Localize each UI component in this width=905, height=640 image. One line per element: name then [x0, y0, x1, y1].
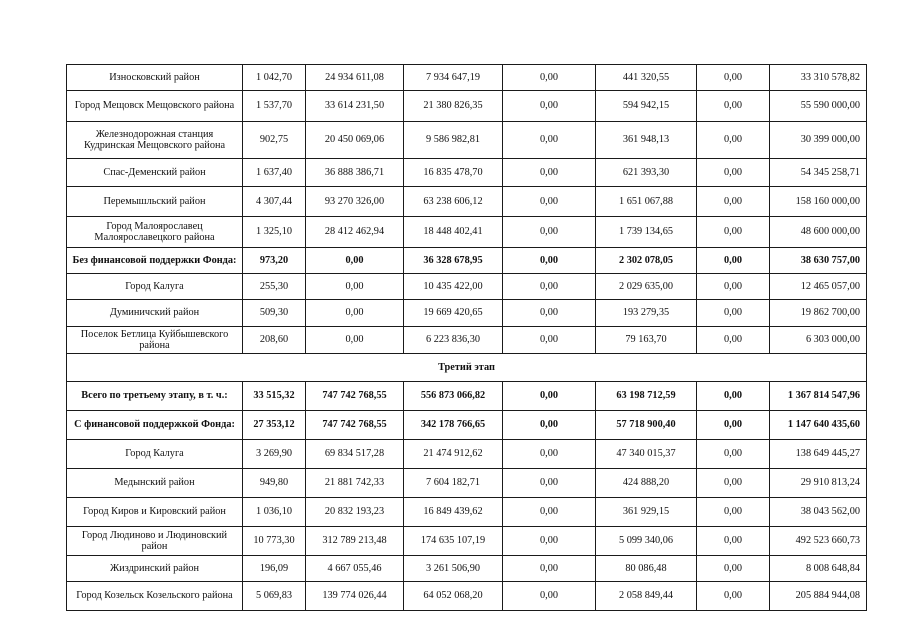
owners-funds-cell: 0,00: [697, 217, 770, 248]
other-sources-cell: 79 163,70: [596, 327, 697, 354]
territory-name-cell: Город Калуга: [67, 274, 243, 300]
table-row: [67, 440, 867, 469]
municipal-budget-cell: 0,00: [503, 582, 596, 611]
total-cost-cell: 138 649 445,27: [770, 440, 867, 469]
owners-funds-cell: 0,00: [697, 582, 770, 611]
table-row: [67, 65, 867, 91]
municipal-budget-cell: 0,00: [503, 217, 596, 248]
table-row: [67, 91, 867, 122]
owners-funds-cell: 0,00: [697, 440, 770, 469]
owners-funds-cell: 0,00: [697, 556, 770, 582]
territory-name-cell: Железнодорожная станция Кудринская Мещовского района: [67, 122, 243, 159]
other-sources-cell: 1 651 067,88: [596, 187, 697, 217]
fund-cell: 0,00: [306, 300, 404, 327]
table-row: [67, 187, 867, 217]
regional-budget-cell: 21 380 826,35: [404, 91, 503, 122]
fund-cell: 24 934 611,08: [306, 65, 404, 91]
other-sources-cell: 57 718 900,40: [596, 411, 697, 440]
total-cost-cell: 48 600 000,00: [770, 217, 867, 248]
regional-budget-cell: 342 178 766,65: [404, 411, 503, 440]
fund-cell: 0,00: [306, 248, 404, 274]
area-cell: 1 637,40: [243, 159, 306, 187]
fund-cell: 33 614 231,50: [306, 91, 404, 122]
area-cell: 509,30: [243, 300, 306, 327]
fund-cell: 28 412 462,94: [306, 217, 404, 248]
regional-budget-cell: 174 635 107,19: [404, 527, 503, 556]
area-cell: 33 515,32: [243, 382, 306, 411]
document-page: [66, 64, 867, 611]
other-sources-cell: 441 320,55: [596, 65, 697, 91]
area-cell: 902,75: [243, 122, 306, 159]
other-sources-cell: 193 279,35: [596, 300, 697, 327]
fund-cell: 312 789 213,48: [306, 527, 404, 556]
regional-budget-cell: 556 873 066,82: [404, 382, 503, 411]
municipal-budget-cell: 0,00: [503, 300, 596, 327]
area-cell: 5 069,83: [243, 582, 306, 611]
summary-row: [67, 382, 867, 411]
owners-funds-cell: 0,00: [697, 411, 770, 440]
municipal-budget-cell: 0,00: [503, 440, 596, 469]
fund-cell: 20 450 069,06: [306, 122, 404, 159]
municipal-budget-cell: 0,00: [503, 382, 596, 411]
other-sources-cell: 5 099 340,06: [596, 527, 697, 556]
municipal-budget-cell: 0,00: [503, 159, 596, 187]
table-row: [67, 527, 867, 556]
table-row: [67, 327, 867, 354]
table-row: [67, 122, 867, 159]
owners-funds-cell: 0,00: [697, 382, 770, 411]
summary-row: [67, 411, 867, 440]
other-sources-cell: 1 739 134,65: [596, 217, 697, 248]
territory-name-cell: Город Малоярославец Малоярославецкого района: [67, 217, 243, 248]
fund-cell: 0,00: [306, 327, 404, 354]
owners-funds-cell: 0,00: [697, 122, 770, 159]
total-cost-cell: 54 345 258,71: [770, 159, 867, 187]
other-sources-cell: 594 942,15: [596, 91, 697, 122]
regional-budget-cell: 16 835 478,70: [404, 159, 503, 187]
municipal-budget-cell: 0,00: [503, 556, 596, 582]
territory-name-cell: Город Мещовск Мещовского района: [67, 91, 243, 122]
territory-name-cell: Город Киров и Кировский район: [67, 498, 243, 527]
territory-name-cell: Без финансовой поддержки Фонда:: [67, 248, 243, 274]
total-cost-cell: 1 367 814 547,96: [770, 382, 867, 411]
regional-budget-cell: 19 669 420,65: [404, 300, 503, 327]
regional-budget-cell: 63 238 606,12: [404, 187, 503, 217]
municipal-budget-cell: 0,00: [503, 498, 596, 527]
area-cell: 1 325,10: [243, 217, 306, 248]
fund-cell: 21 881 742,33: [306, 469, 404, 498]
owners-funds-cell: 0,00: [697, 91, 770, 122]
territory-name-cell: Город Людиново и Людиновский район: [67, 527, 243, 556]
fund-cell: 747 742 768,55: [306, 382, 404, 411]
owners-funds-cell: 0,00: [697, 469, 770, 498]
owners-funds-cell: 0,00: [697, 65, 770, 91]
area-cell: 208,60: [243, 327, 306, 354]
area-cell: 196,09: [243, 556, 306, 582]
other-sources-cell: 2 058 849,44: [596, 582, 697, 611]
municipal-budget-cell: 0,00: [503, 65, 596, 91]
table-body: [67, 65, 867, 611]
owners-funds-cell: 0,00: [697, 327, 770, 354]
owners-funds-cell: 0,00: [697, 159, 770, 187]
stage-title: Третий этап: [67, 354, 867, 382]
regional-budget-cell: 64 052 068,20: [404, 582, 503, 611]
total-cost-cell: 29 910 813,24: [770, 469, 867, 498]
fund-cell: 69 834 517,28: [306, 440, 404, 469]
other-sources-cell: 361 929,15: [596, 498, 697, 527]
territory-name-cell: Город Калуга: [67, 440, 243, 469]
regional-budget-cell: 16 849 439,62: [404, 498, 503, 527]
territory-name-cell: Спас-Деменский район: [67, 159, 243, 187]
area-cell: 949,80: [243, 469, 306, 498]
municipal-budget-cell: 0,00: [503, 411, 596, 440]
fund-cell: 36 888 386,71: [306, 159, 404, 187]
total-cost-cell: 6 303 000,00: [770, 327, 867, 354]
municipal-budget-cell: 0,00: [503, 327, 596, 354]
other-sources-cell: 63 198 712,59: [596, 382, 697, 411]
territory-name-cell: Город Козельск Козельского района: [67, 582, 243, 611]
total-cost-cell: 492 523 660,73: [770, 527, 867, 556]
table-row: [67, 556, 867, 582]
territory-name-cell: Перемышльский район: [67, 187, 243, 217]
area-cell: 1 042,70: [243, 65, 306, 91]
fund-cell: 139 774 026,44: [306, 582, 404, 611]
other-sources-cell: 2 302 078,05: [596, 248, 697, 274]
other-sources-cell: 80 086,48: [596, 556, 697, 582]
area-cell: 3 269,90: [243, 440, 306, 469]
table-row: [67, 582, 867, 611]
area-cell: 1 036,10: [243, 498, 306, 527]
regional-budget-cell: 10 435 422,00: [404, 274, 503, 300]
area-cell: 255,30: [243, 274, 306, 300]
table-row: [67, 300, 867, 327]
other-sources-cell: 2 029 635,00: [596, 274, 697, 300]
regional-budget-cell: 6 223 836,30: [404, 327, 503, 354]
other-sources-cell: 361 948,13: [596, 122, 697, 159]
total-cost-cell: 1 147 640 435,60: [770, 411, 867, 440]
municipal-budget-cell: 0,00: [503, 274, 596, 300]
municipal-budget-cell: 0,00: [503, 122, 596, 159]
territory-name-cell: Износковский район: [67, 65, 243, 91]
total-cost-cell: 205 884 944,08: [770, 582, 867, 611]
fund-cell: 93 270 326,00: [306, 187, 404, 217]
regional-budget-cell: 36 328 678,95: [404, 248, 503, 274]
total-cost-cell: 55 590 000,00: [770, 91, 867, 122]
total-cost-cell: 158 160 000,00: [770, 187, 867, 217]
owners-funds-cell: 0,00: [697, 300, 770, 327]
municipal-budget-cell: 0,00: [503, 91, 596, 122]
table-row: [67, 159, 867, 187]
owners-funds-cell: 0,00: [697, 248, 770, 274]
total-cost-cell: 30 399 000,00: [770, 122, 867, 159]
municipal-budget-cell: 0,00: [503, 469, 596, 498]
fund-cell: 0,00: [306, 274, 404, 300]
area-cell: 973,20: [243, 248, 306, 274]
table-row: [67, 469, 867, 498]
owners-funds-cell: 0,00: [697, 498, 770, 527]
fund-cell: 747 742 768,55: [306, 411, 404, 440]
regional-budget-cell: 18 448 402,41: [404, 217, 503, 248]
territory-name-cell: Поселок Бетлица Куйбышевского района: [67, 327, 243, 354]
total-cost-cell: 8 008 648,84: [770, 556, 867, 582]
total-cost-cell: 38 630 757,00: [770, 248, 867, 274]
owners-funds-cell: 0,00: [697, 187, 770, 217]
other-sources-cell: 621 393,30: [596, 159, 697, 187]
area-cell: 1 537,70: [243, 91, 306, 122]
regional-budget-cell: 21 474 912,62: [404, 440, 503, 469]
table-row: [67, 217, 867, 248]
total-cost-cell: 12 465 057,00: [770, 274, 867, 300]
data-table: [66, 64, 867, 611]
owners-funds-cell: 0,00: [697, 274, 770, 300]
territory-name-cell: Всего по третьему этапу, в т. ч.:: [67, 382, 243, 411]
fund-cell: 20 832 193,23: [306, 498, 404, 527]
table-row: [67, 498, 867, 527]
territory-name-cell: Жиздринский район: [67, 556, 243, 582]
area-cell: 27 353,12: [243, 411, 306, 440]
total-cost-cell: 19 862 700,00: [770, 300, 867, 327]
regional-budget-cell: 7 934 647,19: [404, 65, 503, 91]
regional-budget-cell: 9 586 982,81: [404, 122, 503, 159]
table-row: [67, 274, 867, 300]
fund-cell: 4 667 055,46: [306, 556, 404, 582]
territory-name-cell: Думиничский район: [67, 300, 243, 327]
territory-name-cell: С финансовой поддержкой Фонда:: [67, 411, 243, 440]
stage-header-row: [67, 354, 867, 382]
regional-budget-cell: 3 261 506,90: [404, 556, 503, 582]
area-cell: 4 307,44: [243, 187, 306, 217]
total-cost-cell: 33 310 578,82: [770, 65, 867, 91]
other-sources-cell: 424 888,20: [596, 469, 697, 498]
owners-funds-cell: 0,00: [697, 527, 770, 556]
territory-name-cell: Медынский район: [67, 469, 243, 498]
municipal-budget-cell: 0,00: [503, 527, 596, 556]
municipal-budget-cell: 0,00: [503, 248, 596, 274]
area-cell: 10 773,30: [243, 527, 306, 556]
municipal-budget-cell: 0,00: [503, 187, 596, 217]
regional-budget-cell: 7 604 182,71: [404, 469, 503, 498]
summary-row: [67, 248, 867, 274]
total-cost-cell: 38 043 562,00: [770, 498, 867, 527]
other-sources-cell: 47 340 015,37: [596, 440, 697, 469]
